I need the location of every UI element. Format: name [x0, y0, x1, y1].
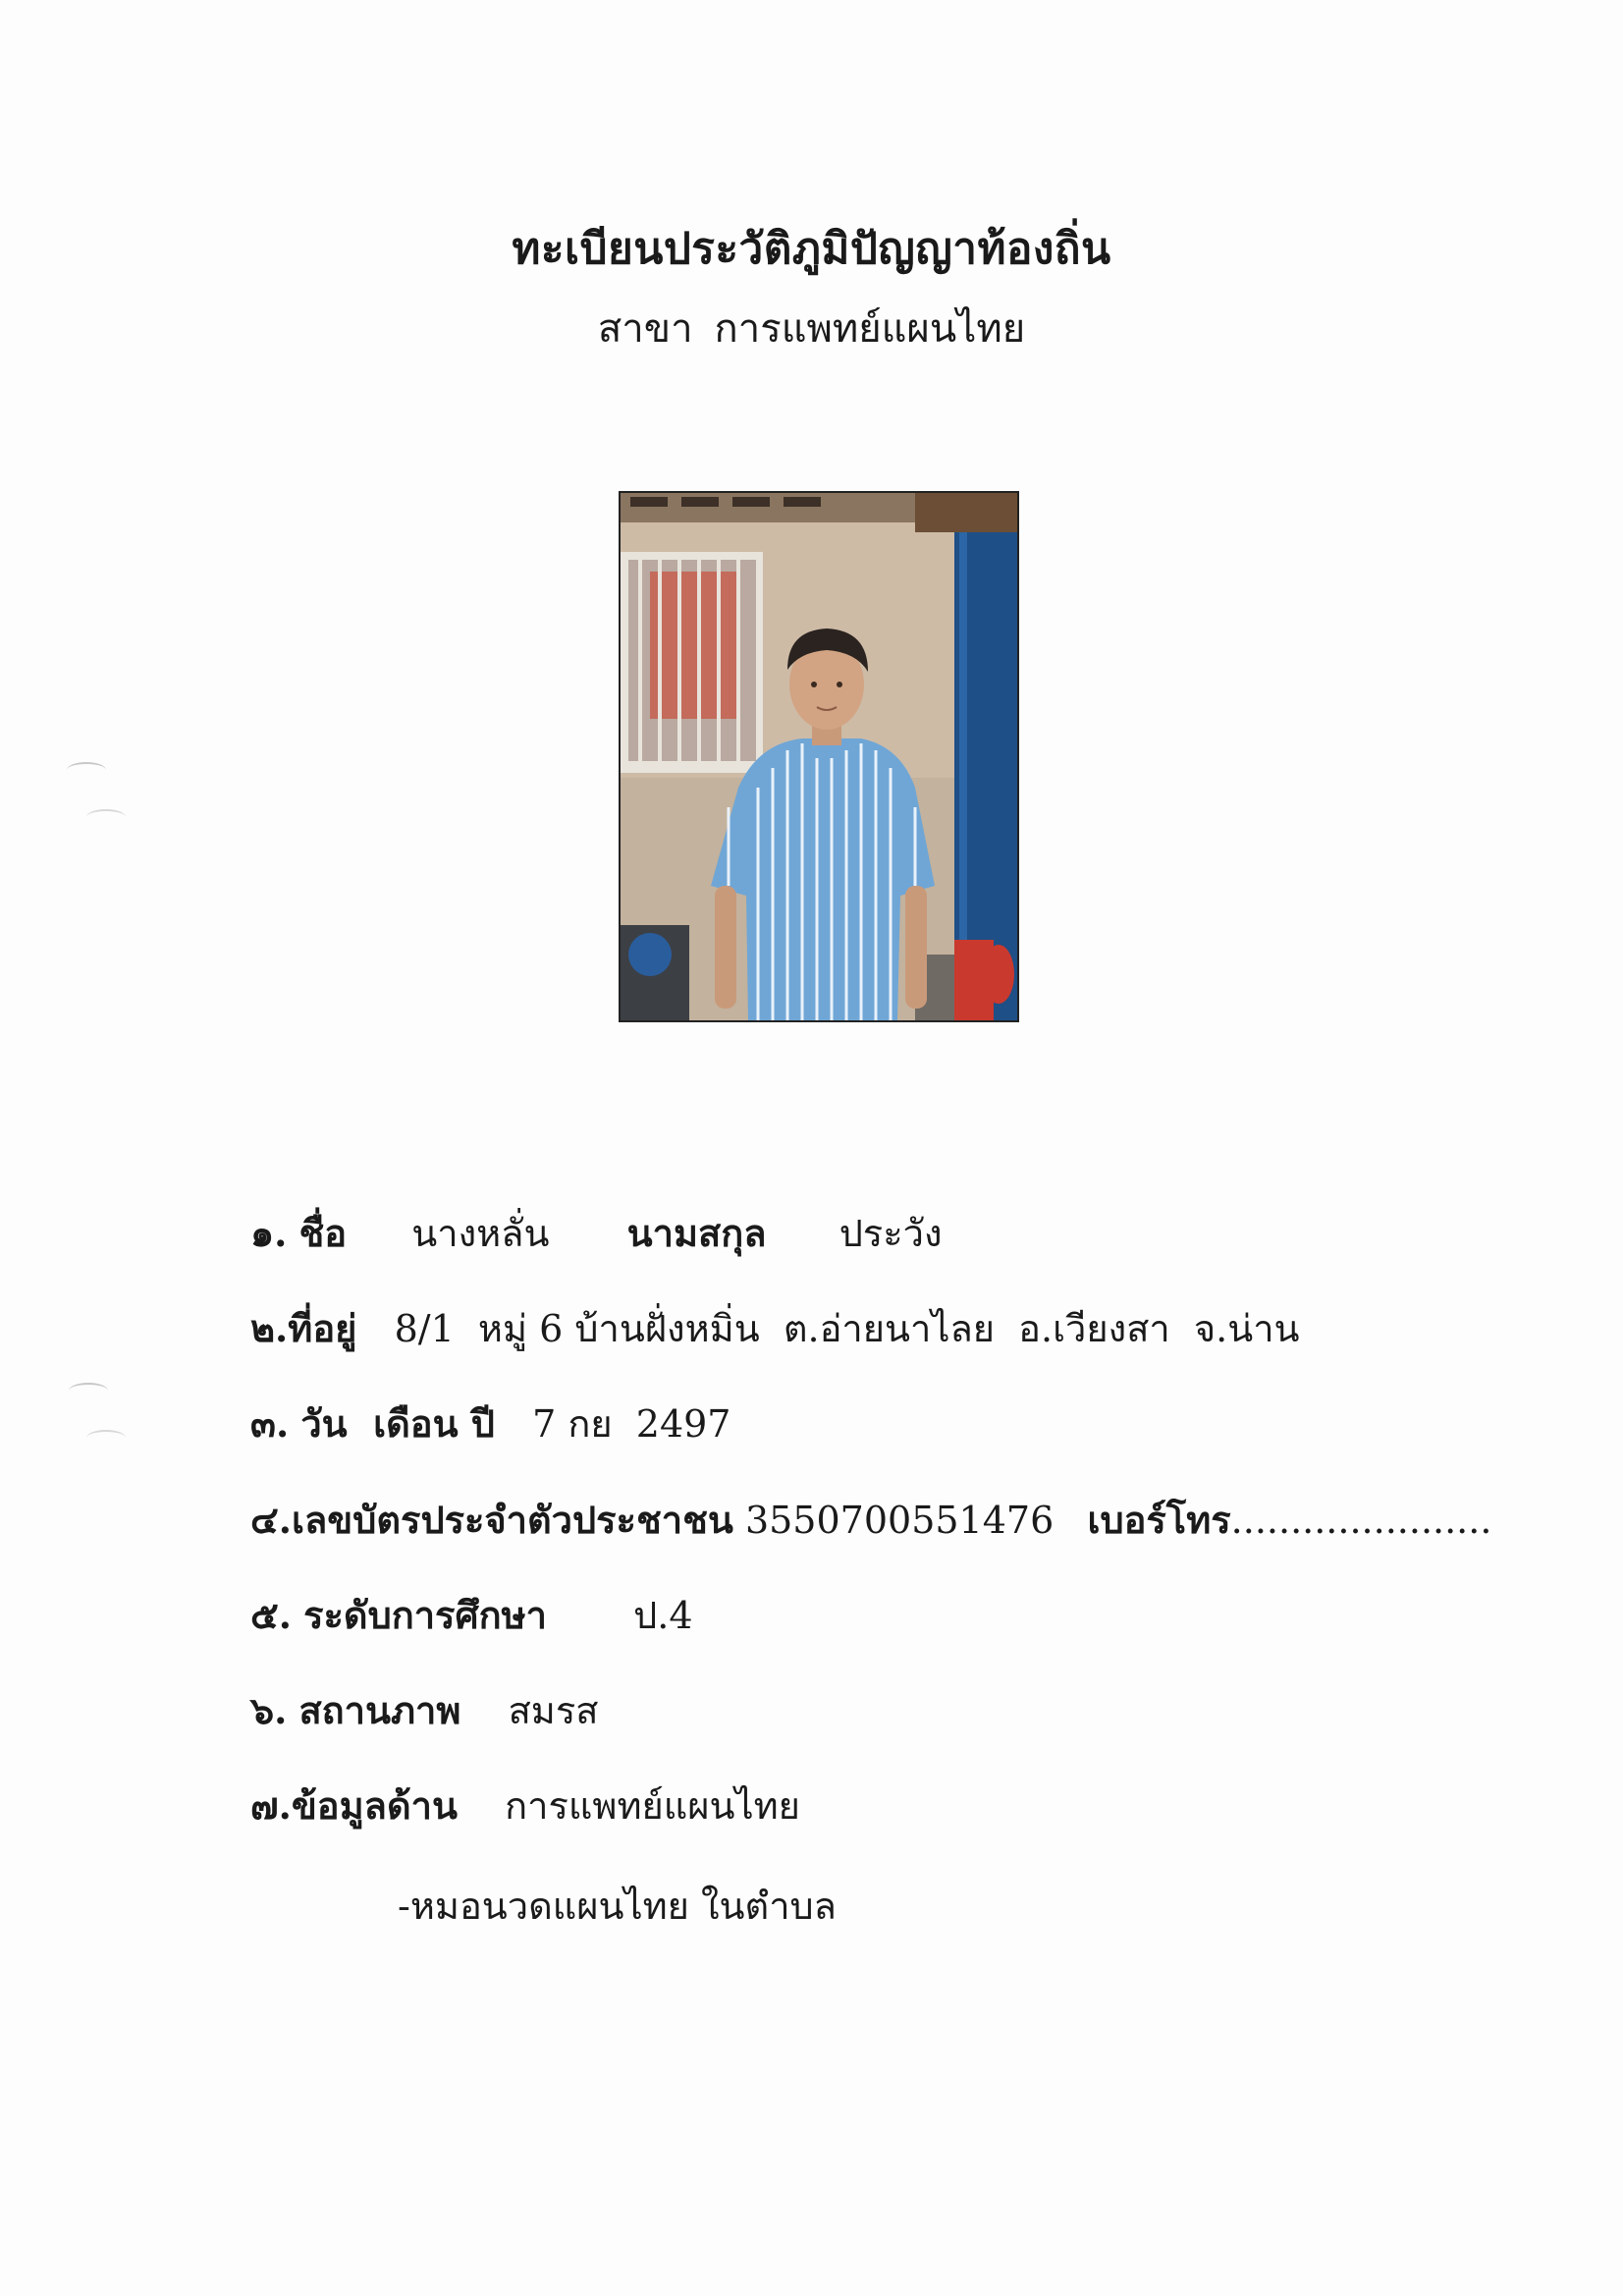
field-birthdate-value: 7 กย 2497 — [532, 1402, 731, 1446]
punch-mark — [86, 1430, 126, 1446]
field-id-card-number: ๔. — [250, 1498, 292, 1542]
field-phone-label: เบอร์โทร — [1087, 1498, 1231, 1542]
field-phone-value: ...................... — [1230, 1499, 1492, 1542]
field-birthdate-number: ๓. — [250, 1401, 290, 1446]
field-address-number: ๒. — [250, 1306, 289, 1350]
field-education-value: ป.4 — [633, 1594, 693, 1637]
field-id-card-label: เลขบัตรประจำตัวประชาชน — [292, 1498, 733, 1542]
field-status — [250, 1688, 599, 1732]
field-education-number: ๕. — [250, 1593, 292, 1637]
punch-mark — [67, 762, 106, 778]
field-surname-value: ประวัง — [839, 1212, 943, 1255]
field-expertise-detail: -หมอนวดแผนไทย ในตำบล — [398, 1885, 837, 1928]
punch-mark — [86, 809, 126, 825]
punch-mark — [69, 1383, 108, 1398]
subtitle-value: การแพทย์แผนไทย — [714, 306, 1026, 352]
field-expertise-label: ข้อมูลด้าน — [291, 1783, 458, 1828]
field-expertise-value: การแพทย์แผนไทย — [505, 1784, 800, 1828]
field-status-label: สถานภาพ — [298, 1688, 461, 1732]
field-address-label: ที่อยู่ — [288, 1306, 357, 1350]
field-status-value: สมรส — [508, 1689, 599, 1732]
field-status-number: ๖. — [250, 1688, 288, 1732]
field-address-value: 8/1 หมู่ 6 บ้านฝั่งหมิ่น ต.อ่ายนาไลย อ.เวียงสา จ.น่าน — [394, 1307, 1300, 1350]
subtitle-label: สาขา — [597, 306, 693, 352]
field-education — [250, 1593, 693, 1637]
field-surname-label: นามสกุล — [626, 1211, 767, 1255]
field-name-number: ๑. — [250, 1211, 288, 1255]
person-photo — [619, 491, 1019, 1022]
document-subtitle — [0, 297, 1623, 359]
field-id-card — [250, 1498, 1492, 1542]
field-expertise-number: ๗. — [250, 1783, 292, 1828]
field-expertise — [250, 1783, 800, 1828]
field-address — [250, 1306, 1300, 1350]
document-title: ทะเบียนประวัติภูมิปัญญาท้องถิ่น — [512, 224, 1111, 274]
field-birthdate — [250, 1401, 731, 1446]
field-birthdate-label: วัน เดือน ปี — [300, 1401, 495, 1446]
field-name — [250, 1211, 943, 1255]
field-education-label: ระดับการศึกษา — [303, 1593, 547, 1637]
field-name-label: ชื่อ — [298, 1211, 348, 1255]
field-name-value: นางหลั่น — [411, 1212, 550, 1255]
field-id-card-value: 3550700551476 — [744, 1499, 1055, 1542]
